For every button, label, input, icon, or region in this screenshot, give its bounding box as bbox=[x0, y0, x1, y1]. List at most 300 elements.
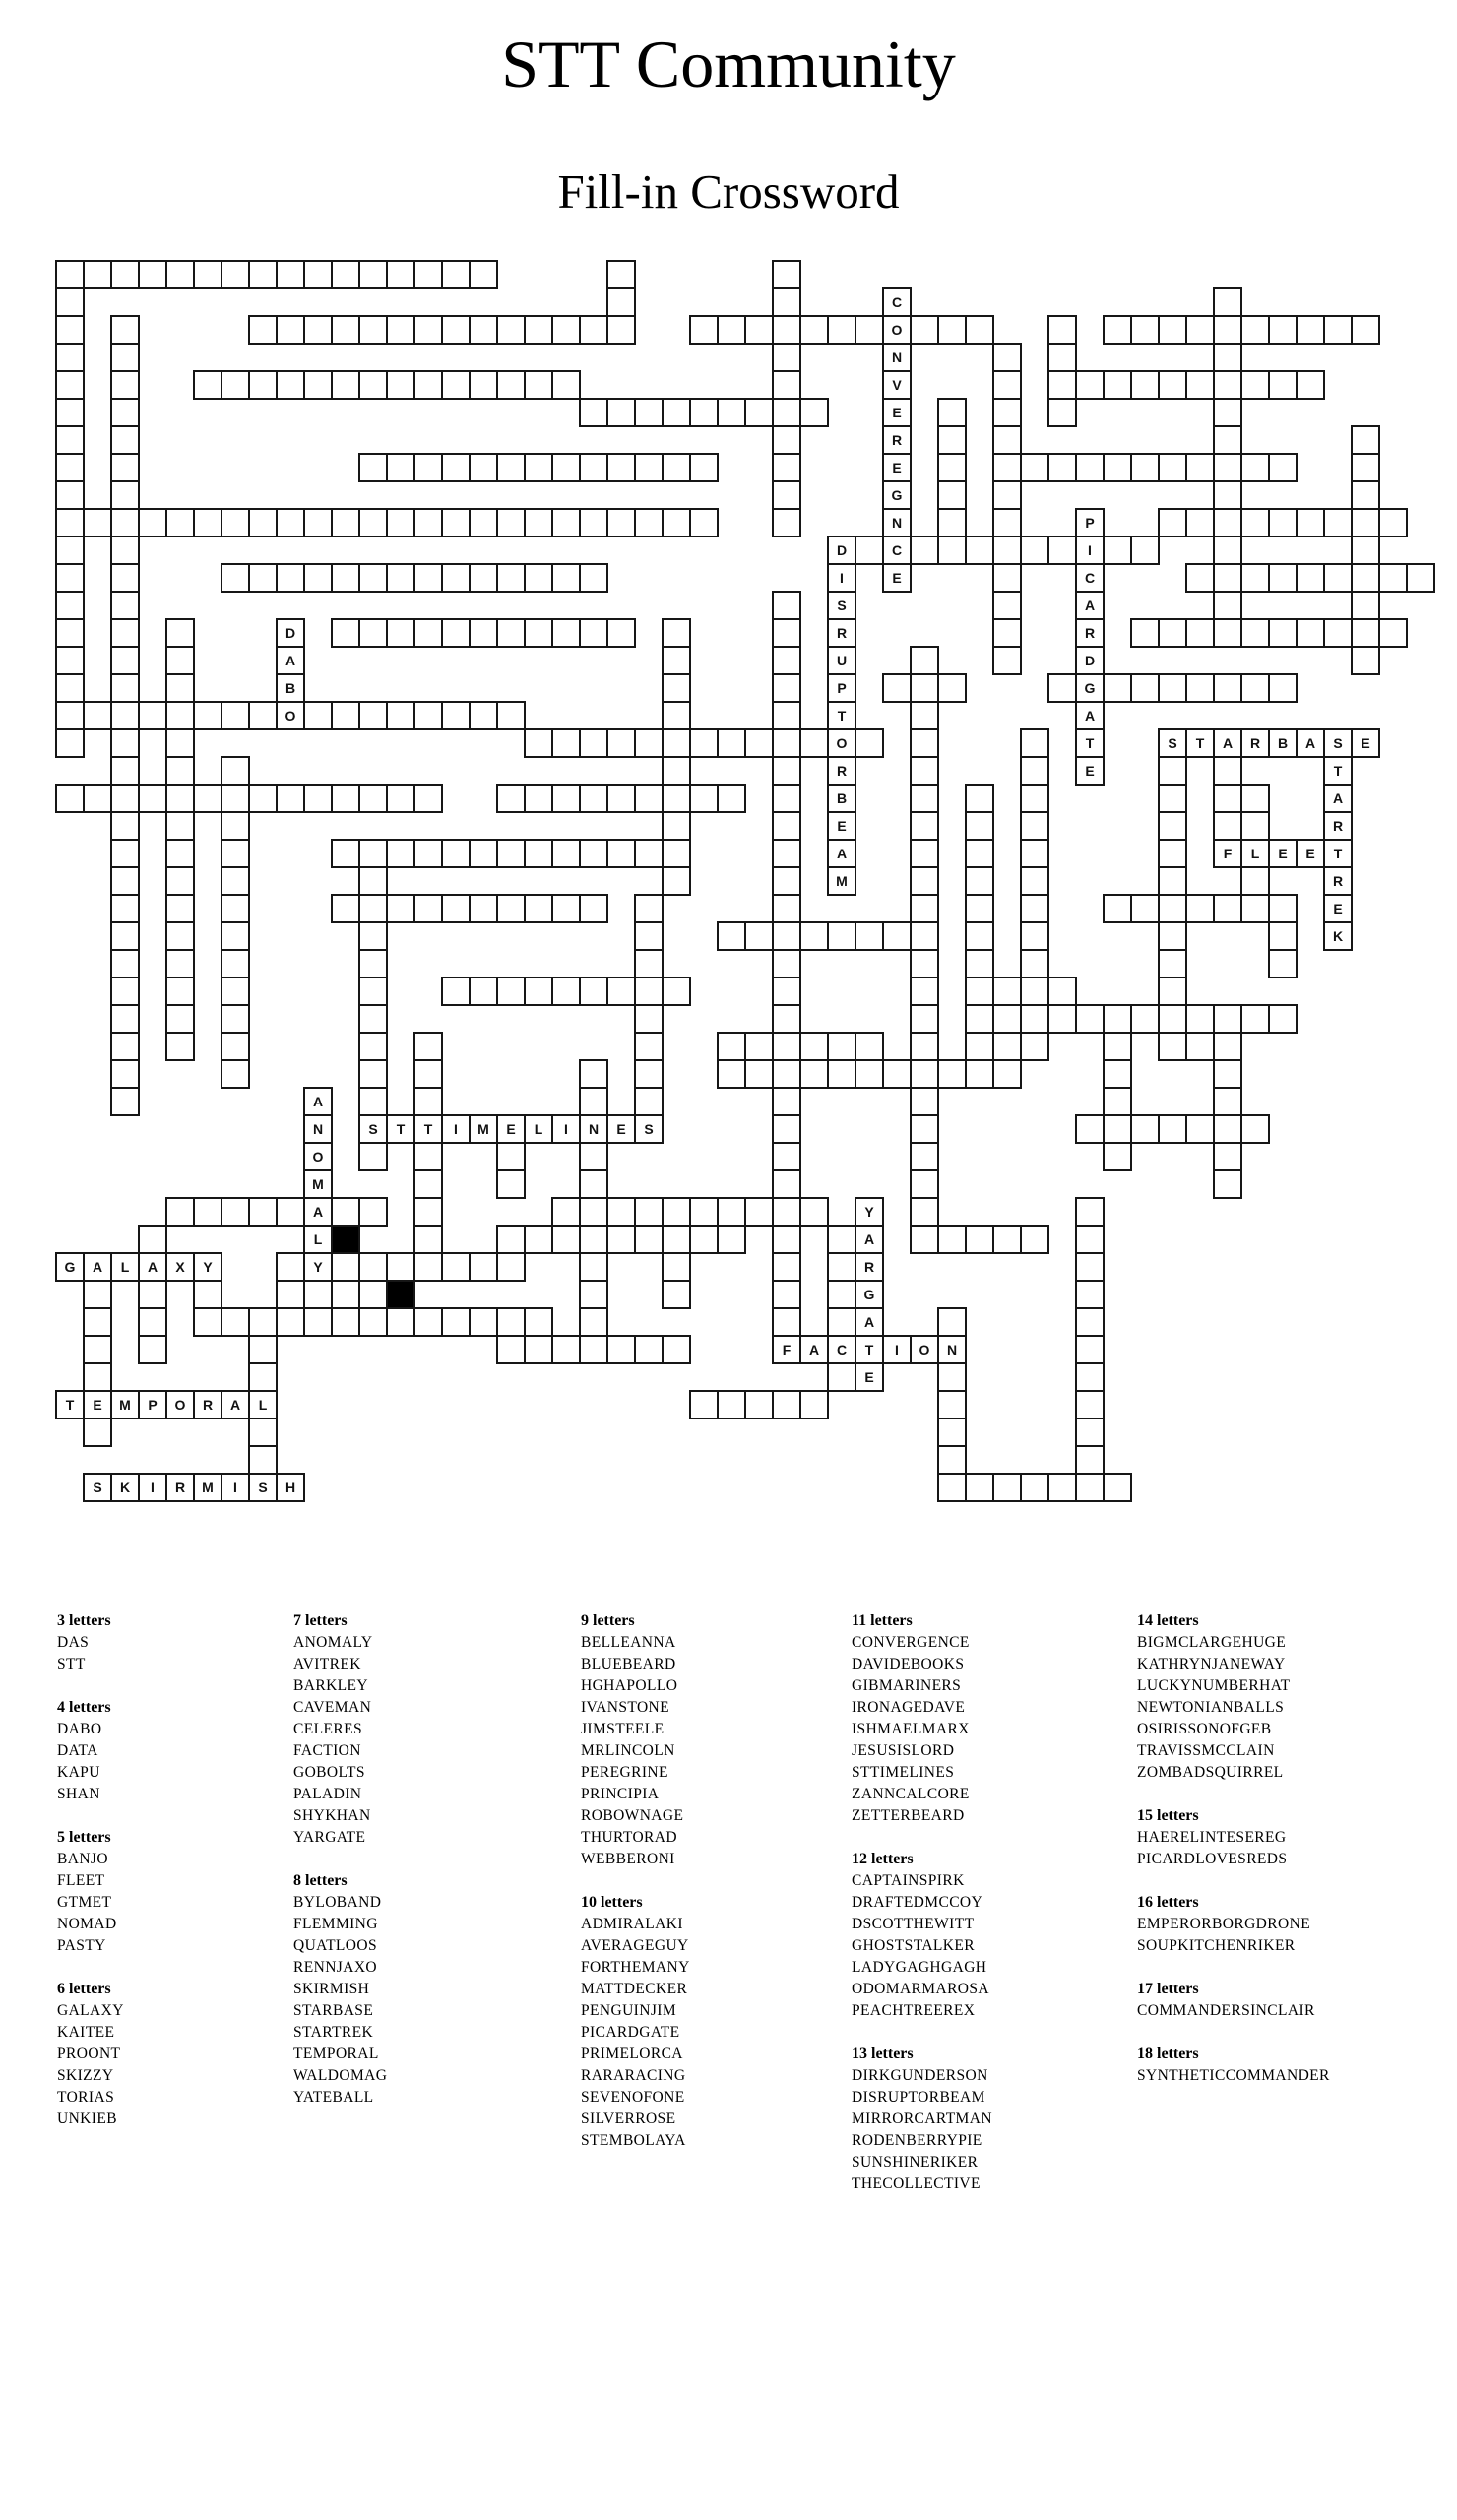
grid-cell bbox=[413, 839, 443, 868]
grid-cell bbox=[717, 398, 746, 427]
word-list-item: GOBOLTS bbox=[293, 1764, 365, 1781]
grid-cell bbox=[1047, 453, 1077, 482]
grid-cell bbox=[469, 976, 498, 1006]
grid-cell bbox=[772, 287, 801, 317]
grid-cell bbox=[221, 260, 250, 289]
grid-cell: E bbox=[1268, 839, 1298, 868]
grid-cell bbox=[1185, 315, 1215, 345]
grid-cell: E bbox=[83, 1390, 112, 1419]
grid-cell: E bbox=[1296, 839, 1325, 868]
grid-cell bbox=[551, 976, 581, 1006]
grid-cell bbox=[579, 398, 608, 427]
grid-cell bbox=[110, 673, 140, 703]
grid-cell bbox=[772, 480, 801, 510]
grid-cell bbox=[772, 784, 801, 813]
grid-cell bbox=[110, 701, 140, 730]
grid-cell bbox=[992, 370, 1022, 400]
grid-cell bbox=[744, 728, 774, 758]
grid-cell bbox=[441, 453, 471, 482]
grid-cell bbox=[1103, 894, 1132, 923]
grid-cell: I bbox=[1075, 536, 1105, 565]
grid-cell bbox=[165, 701, 195, 730]
grid-cell bbox=[1020, 976, 1049, 1006]
grid-cell bbox=[193, 784, 222, 813]
grid-cell bbox=[910, 728, 939, 758]
grid-cell: T bbox=[827, 701, 856, 730]
grid-cell bbox=[551, 563, 581, 593]
grid-cell bbox=[965, 1059, 994, 1089]
grid-cell bbox=[1020, 1225, 1049, 1254]
grid-cell bbox=[882, 1059, 912, 1089]
word-list-column bbox=[57, 1610, 124, 2130]
grid-cell bbox=[413, 453, 443, 482]
grid-cell bbox=[662, 1225, 691, 1254]
grid-cell bbox=[138, 260, 167, 289]
grid-cell: E bbox=[606, 1114, 636, 1144]
word-list-item: QUATLOOS bbox=[293, 1937, 378, 1954]
grid-cell bbox=[1268, 453, 1298, 482]
grid-cell bbox=[110, 976, 140, 1006]
grid-cell bbox=[55, 673, 85, 703]
grid-cell bbox=[910, 536, 939, 565]
word-list-item: RARARACING bbox=[581, 2067, 686, 2084]
grid-cell bbox=[1020, 811, 1049, 841]
word-list-section-gap bbox=[1137, 1957, 1330, 1979]
grid-cell bbox=[992, 343, 1022, 372]
grid-cell bbox=[496, 1142, 526, 1171]
grid-cell bbox=[772, 894, 801, 923]
grid-cell bbox=[83, 260, 112, 289]
grid-cell bbox=[965, 921, 994, 951]
grid-cell bbox=[634, 508, 664, 537]
grid-cell bbox=[1047, 1473, 1077, 1502]
grid-cell bbox=[1075, 1362, 1105, 1392]
grid-cell bbox=[331, 618, 360, 648]
word-list-item: DABO bbox=[57, 1721, 102, 1737]
grid-cell bbox=[634, 949, 664, 978]
grid-cell bbox=[413, 701, 443, 730]
grid-cell bbox=[1351, 536, 1380, 565]
word-list-item: SHYKHAN bbox=[293, 1807, 371, 1824]
grid-cell bbox=[772, 343, 801, 372]
grid-cell bbox=[165, 949, 195, 978]
grid-cell: N bbox=[882, 508, 912, 537]
grid-cell bbox=[110, 315, 140, 345]
grid-cell bbox=[441, 1307, 471, 1337]
grid-cell bbox=[579, 1307, 608, 1337]
grid-cell bbox=[1213, 1059, 1242, 1089]
word-list-item: CAPTAINSPIRK bbox=[852, 1872, 965, 1889]
grid-cell bbox=[441, 976, 471, 1006]
grid-cell bbox=[165, 260, 195, 289]
grid-cell bbox=[331, 508, 360, 537]
grid-cell bbox=[579, 1142, 608, 1171]
grid-cell: T bbox=[855, 1335, 884, 1364]
word-list-item: SUNSHINERIKER bbox=[852, 2154, 979, 2171]
grid-cell bbox=[221, 1197, 250, 1227]
grid-cell bbox=[662, 701, 691, 730]
grid-cell bbox=[165, 673, 195, 703]
grid-cell bbox=[110, 728, 140, 758]
word-list-section-gap bbox=[852, 1827, 992, 1849]
grid-cell bbox=[992, 453, 1022, 482]
grid-cell bbox=[413, 1252, 443, 1282]
grid-cell bbox=[579, 784, 608, 813]
grid-cell bbox=[937, 480, 967, 510]
grid-cell: P bbox=[827, 673, 856, 703]
grid-cell bbox=[110, 1087, 140, 1116]
grid-cell bbox=[634, 1197, 664, 1227]
grid-cell bbox=[910, 976, 939, 1006]
grid-cell bbox=[1020, 1032, 1049, 1061]
grid-cell bbox=[992, 591, 1022, 620]
word-list-column bbox=[581, 1610, 690, 2152]
grid-cell bbox=[772, 1169, 801, 1199]
word-list-item: ODOMARMAROSA bbox=[852, 1981, 990, 1997]
grid-cell bbox=[965, 811, 994, 841]
grid-cell bbox=[1075, 1280, 1105, 1309]
grid-cell bbox=[772, 1032, 801, 1061]
grid-cell bbox=[689, 453, 719, 482]
grid-cell bbox=[827, 1225, 856, 1254]
grid-cell bbox=[634, 1335, 664, 1364]
grid-cell bbox=[992, 976, 1022, 1006]
grid-cell bbox=[1213, 343, 1242, 372]
grid-cell bbox=[937, 1390, 967, 1419]
grid-cell bbox=[1268, 921, 1298, 951]
grid-cell: R bbox=[827, 618, 856, 648]
grid-cell bbox=[193, 701, 222, 730]
grid-cell bbox=[1351, 480, 1380, 510]
grid-cell: I bbox=[138, 1473, 167, 1502]
grid-cell bbox=[496, 1335, 526, 1364]
word-list-item: PALADIN bbox=[293, 1786, 362, 1802]
grid-cell bbox=[772, 976, 801, 1006]
grid-cell bbox=[110, 646, 140, 675]
word-list-item: ZOMBADSQUIRREL bbox=[1137, 1764, 1284, 1781]
grid-cell bbox=[496, 1225, 526, 1254]
grid-cell: Y bbox=[855, 1197, 884, 1227]
grid-cell bbox=[827, 921, 856, 951]
grid-cell bbox=[524, 508, 553, 537]
grid-cell: T bbox=[1323, 839, 1353, 868]
grid-cell bbox=[910, 811, 939, 841]
grid-cell bbox=[1268, 370, 1298, 400]
grid-cell bbox=[165, 646, 195, 675]
grid-cell bbox=[662, 1335, 691, 1364]
grid-cell bbox=[579, 618, 608, 648]
grid-cell bbox=[634, 1059, 664, 1089]
grid-cell bbox=[1296, 315, 1325, 345]
grid-cell bbox=[634, 1087, 664, 1116]
grid-cell bbox=[469, 370, 498, 400]
grid-cell bbox=[1075, 1390, 1105, 1419]
grid-cell bbox=[717, 1059, 746, 1089]
grid-cell: I bbox=[441, 1114, 471, 1144]
grid-cell bbox=[110, 563, 140, 593]
grid-cell bbox=[799, 1390, 829, 1419]
grid-cell bbox=[634, 894, 664, 923]
word-list-item: FACTION bbox=[293, 1742, 361, 1759]
grid-cell bbox=[221, 508, 250, 537]
grid-cell bbox=[441, 315, 471, 345]
grid-cell bbox=[910, 1169, 939, 1199]
grid-cell bbox=[772, 646, 801, 675]
grid-cell bbox=[55, 728, 85, 758]
grid-cell bbox=[965, 315, 994, 345]
grid-cell: G bbox=[1075, 673, 1105, 703]
word-list-item: ZETTERBEARD bbox=[852, 1807, 965, 1824]
grid-cell bbox=[413, 1142, 443, 1171]
grid-cell bbox=[358, 315, 388, 345]
word-list-item: COMMANDERSINCLAIR bbox=[1137, 2002, 1315, 2019]
grid-cell bbox=[83, 1418, 112, 1447]
grid-cell bbox=[1020, 1004, 1049, 1034]
grid-cell bbox=[799, 1197, 829, 1227]
grid-cell bbox=[965, 1032, 994, 1061]
grid-cell bbox=[276, 1280, 305, 1309]
grid-cell bbox=[1213, 453, 1242, 482]
grid-cell bbox=[1103, 673, 1132, 703]
grid-cell bbox=[937, 398, 967, 427]
grid-cell bbox=[1213, 425, 1242, 455]
grid-cell bbox=[772, 1197, 801, 1227]
grid-cell bbox=[138, 1280, 167, 1309]
grid-cell bbox=[606, 398, 636, 427]
grid-cell: C bbox=[1075, 563, 1105, 593]
grid-cell bbox=[358, 921, 388, 951]
grid-cell bbox=[469, 508, 498, 537]
grid-cell bbox=[1020, 949, 1049, 978]
grid-cell: A bbox=[221, 1390, 250, 1419]
grid-cell: T bbox=[386, 1114, 415, 1144]
grid-cell bbox=[827, 1059, 856, 1089]
grid-cell bbox=[358, 508, 388, 537]
grid-cell bbox=[524, 1307, 553, 1337]
grid-cell bbox=[55, 480, 85, 510]
grid-cell bbox=[1378, 618, 1408, 648]
grid-cell bbox=[1158, 1032, 1187, 1061]
grid-cell bbox=[937, 1473, 967, 1502]
grid-cell bbox=[165, 921, 195, 951]
grid-cell bbox=[248, 701, 278, 730]
grid-cell bbox=[110, 618, 140, 648]
grid-cell bbox=[441, 839, 471, 868]
word-list-item: HAERELINTESEREG bbox=[1137, 1829, 1287, 1846]
grid-cell bbox=[744, 1059, 774, 1089]
grid-cell bbox=[662, 508, 691, 537]
grid-cell bbox=[965, 866, 994, 896]
grid-cell bbox=[1158, 921, 1187, 951]
grid-cell bbox=[662, 728, 691, 758]
grid-cell bbox=[772, 1087, 801, 1116]
grid-cell bbox=[1130, 673, 1160, 703]
grid-cell bbox=[358, 1142, 388, 1171]
grid-cell bbox=[221, 949, 250, 978]
grid-cell bbox=[662, 1197, 691, 1227]
grid-cell bbox=[1158, 508, 1187, 537]
word-list-item: DATA bbox=[57, 1742, 98, 1759]
word-list-heading: 5 letters bbox=[57, 1829, 111, 1846]
grid-cell: I bbox=[221, 1473, 250, 1502]
grid-cell bbox=[413, 508, 443, 537]
grid-cell bbox=[717, 921, 746, 951]
grid-cell bbox=[965, 894, 994, 923]
grid-cell bbox=[799, 398, 829, 427]
grid-cell bbox=[248, 1418, 278, 1447]
grid-cell: E bbox=[1351, 728, 1380, 758]
grid-cell bbox=[744, 1390, 774, 1419]
grid-cell bbox=[358, 1280, 388, 1309]
grid-cell: D bbox=[827, 536, 856, 565]
grid-cell bbox=[248, 370, 278, 400]
grid-cell bbox=[1240, 563, 1270, 593]
word-list-item: BLUEBEARD bbox=[581, 1656, 676, 1672]
grid-cell: O bbox=[276, 701, 305, 730]
grid-cell bbox=[55, 591, 85, 620]
grid-cell bbox=[1240, 673, 1270, 703]
grid-cell bbox=[193, 1307, 222, 1337]
grid-cell bbox=[248, 1197, 278, 1227]
grid-cell bbox=[689, 398, 719, 427]
word-list-section-gap bbox=[57, 1805, 124, 1827]
grid-cell bbox=[165, 756, 195, 786]
grid-cell bbox=[606, 784, 636, 813]
grid-cell bbox=[1047, 536, 1077, 565]
grid-cell bbox=[248, 784, 278, 813]
word-list-item: BELLEANNA bbox=[581, 1634, 676, 1651]
grid-cell bbox=[496, 315, 526, 345]
grid-cell bbox=[413, 1169, 443, 1199]
word-list-item: STT bbox=[57, 1656, 86, 1672]
grid-cell bbox=[110, 370, 140, 400]
grid-cell bbox=[744, 315, 774, 345]
grid-cell bbox=[579, 315, 608, 345]
grid-cell: E bbox=[882, 453, 912, 482]
grid-cell: L bbox=[524, 1114, 553, 1144]
grid-cell bbox=[1213, 536, 1242, 565]
grid-cell: I bbox=[882, 1335, 912, 1364]
grid-cell bbox=[221, 839, 250, 868]
grid-cell bbox=[772, 425, 801, 455]
grid-cell bbox=[221, 563, 250, 593]
grid-cell bbox=[772, 1059, 801, 1089]
word-list-item: FLEET bbox=[57, 1872, 105, 1889]
grid-cell bbox=[1047, 315, 1077, 345]
grid-cell bbox=[358, 839, 388, 868]
grid-cell: B bbox=[276, 673, 305, 703]
grid-cell: A bbox=[855, 1307, 884, 1337]
grid-cell bbox=[110, 508, 140, 537]
grid-cell bbox=[55, 398, 85, 427]
grid-cell bbox=[662, 811, 691, 841]
grid-cell bbox=[1213, 591, 1242, 620]
grid-cell: L bbox=[248, 1390, 278, 1419]
grid-cell: O bbox=[165, 1390, 195, 1419]
word-list-item: SYNTHETICCOMMANDER bbox=[1137, 2067, 1330, 2084]
grid-cell bbox=[799, 1059, 829, 1089]
grid-cell bbox=[827, 1280, 856, 1309]
grid-cell bbox=[551, 453, 581, 482]
grid-cell bbox=[276, 1252, 305, 1282]
grid-cell bbox=[331, 839, 360, 868]
grid-cell bbox=[1351, 563, 1380, 593]
word-list-item: RODENBERRYPIE bbox=[852, 2132, 982, 2149]
grid-cell bbox=[441, 1252, 471, 1282]
grid-cell bbox=[331, 894, 360, 923]
word-list-column bbox=[293, 1610, 387, 2109]
grid-cell bbox=[606, 260, 636, 289]
grid-cell: L bbox=[303, 1225, 333, 1254]
grid-cell bbox=[1185, 618, 1215, 648]
grid-cell: L bbox=[110, 1252, 140, 1282]
grid-cell bbox=[1213, 1114, 1242, 1144]
grid-cell bbox=[248, 1445, 278, 1475]
word-list-item: JESUSISLORD bbox=[852, 1742, 955, 1759]
grid-cell bbox=[303, 1280, 333, 1309]
grid-cell bbox=[1158, 866, 1187, 896]
grid-cell bbox=[1020, 453, 1049, 482]
grid-cell bbox=[551, 784, 581, 813]
grid-cell-black bbox=[386, 1280, 415, 1309]
grid-cell bbox=[744, 921, 774, 951]
grid-cell bbox=[1213, 480, 1242, 510]
grid-cell bbox=[276, 260, 305, 289]
grid-cell bbox=[165, 1004, 195, 1034]
grid-cell bbox=[1158, 784, 1187, 813]
word-list-item: BYLOBAND bbox=[293, 1894, 382, 1911]
grid-cell bbox=[910, 1225, 939, 1254]
grid-cell bbox=[165, 811, 195, 841]
grid-cell bbox=[110, 784, 140, 813]
grid-cell bbox=[1378, 563, 1408, 593]
grid-cell bbox=[772, 866, 801, 896]
grid-cell: F bbox=[1213, 839, 1242, 868]
grid-cell: A bbox=[303, 1197, 333, 1227]
grid-cell bbox=[138, 1225, 167, 1254]
page-subtitle: Fill-in Crossword bbox=[557, 164, 900, 219]
grid-cell bbox=[1240, 866, 1270, 896]
grid-cell bbox=[1268, 563, 1298, 593]
grid-cell bbox=[634, 784, 664, 813]
grid-cell bbox=[1130, 536, 1160, 565]
grid-cell bbox=[717, 728, 746, 758]
grid-cell bbox=[1268, 618, 1298, 648]
grid-cell: C bbox=[882, 287, 912, 317]
grid-cell bbox=[551, 315, 581, 345]
grid-cell bbox=[303, 315, 333, 345]
grid-cell bbox=[1075, 1114, 1105, 1144]
grid-cell bbox=[413, 315, 443, 345]
grid-cell bbox=[469, 1252, 498, 1282]
grid-cell bbox=[1268, 1004, 1298, 1034]
grid-cell: O bbox=[827, 728, 856, 758]
grid-cell bbox=[413, 1197, 443, 1227]
grid-cell bbox=[358, 949, 388, 978]
grid-cell bbox=[524, 784, 553, 813]
grid-cell bbox=[165, 839, 195, 868]
grid-cell bbox=[551, 1225, 581, 1254]
word-list-item: PENGUINJIM bbox=[581, 2002, 676, 2019]
grid-cell bbox=[165, 894, 195, 923]
word-list-item: ZANNCALCORE bbox=[852, 1786, 970, 1802]
word-list-item: WEBBERONI bbox=[581, 1851, 675, 1867]
grid-cell bbox=[937, 1418, 967, 1447]
grid-cell: R bbox=[165, 1473, 195, 1502]
grid-cell: D bbox=[1075, 646, 1105, 675]
grid-cell bbox=[606, 508, 636, 537]
grid-cell bbox=[1158, 839, 1187, 868]
